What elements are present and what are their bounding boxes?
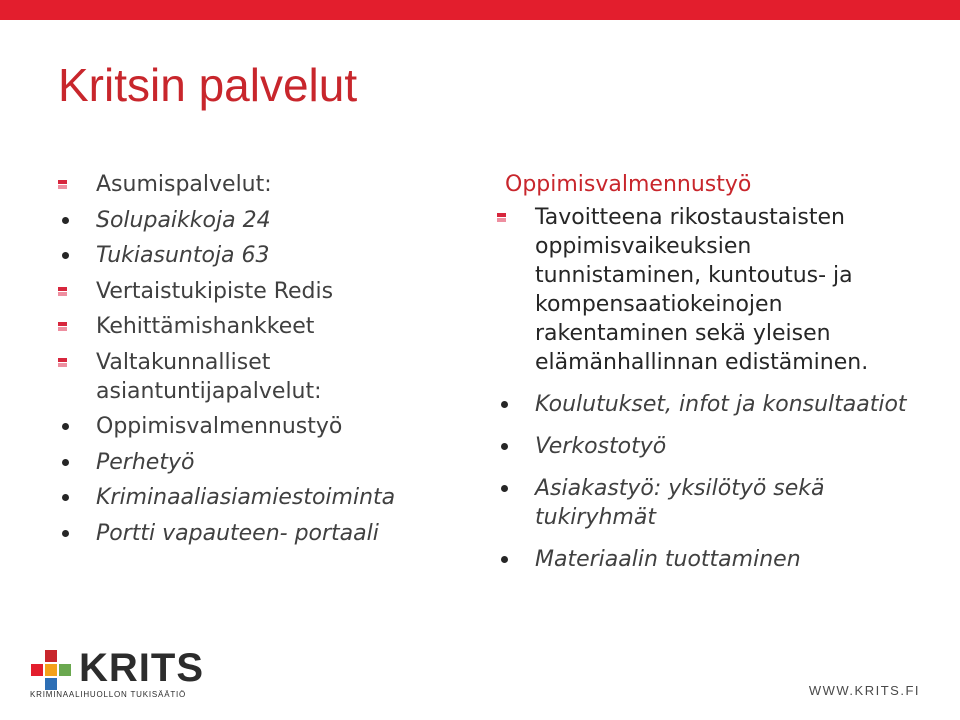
list-item: Tukiasuntoja 63 xyxy=(58,241,458,270)
list-item: Vertaistukipiste Redis xyxy=(58,277,458,306)
dot-bullet-icon xyxy=(58,519,72,548)
slide-title: Kritsin palvelut xyxy=(58,59,358,111)
list-item: Kriminaaliasiamiestoiminta xyxy=(58,483,458,512)
dot-bullet-icon xyxy=(497,432,511,461)
list-item: Tavoitteena rikostaustaisten oppimisvaikeuksien tunnistaminen, kuntoutus- ja kompensaatiokeinojen rakentaminen sekä yleisen elämänhallinnan edistäminen. xyxy=(497,203,917,377)
list-item: Verkostotyö xyxy=(497,432,917,461)
dot-bullet-icon xyxy=(58,448,72,477)
dot-bullet-icon xyxy=(497,545,511,574)
dot-bullet-icon xyxy=(58,241,72,270)
dot-bullet-icon xyxy=(58,206,72,235)
square-bullet-icon xyxy=(58,170,72,199)
dot-bullet-icon xyxy=(497,474,511,503)
list-item: Materiaalin tuottaminen xyxy=(497,545,917,574)
left-bullet-list xyxy=(58,170,458,554)
top-accent-bar xyxy=(0,0,960,20)
list-item: Asiakastyö: yksilötyö sekä tukiryhmät xyxy=(497,474,917,532)
square-bullet-icon xyxy=(497,203,511,232)
section-heading: Oppimisvalmennustyö xyxy=(505,172,752,197)
list-item: Kehittämishankkeet xyxy=(58,312,458,341)
list-item: Oppimisvalmennustyö xyxy=(58,412,458,441)
krits-logo xyxy=(30,646,204,699)
list-item: Asumispalvelut: xyxy=(58,170,458,199)
list-item: Solupaikkoja 24 xyxy=(58,206,458,235)
logo-wordmark: KRITS xyxy=(79,646,204,690)
logo-subtitle: KRIMINAALIHUOLLON TUKISÄÄTIÖ xyxy=(30,690,187,699)
square-bullet-icon xyxy=(58,348,72,377)
list-item: Perhetyö xyxy=(58,448,458,477)
list-item: Valtakunnalliset asiantuntijapalvelut: xyxy=(58,348,458,406)
logo-mark-icon xyxy=(30,650,74,690)
square-bullet-icon xyxy=(58,312,72,341)
list-item: Koulutukset, infot ja konsultaatiot xyxy=(497,390,917,419)
right-bullet-list xyxy=(497,170,917,587)
dot-bullet-icon xyxy=(58,483,72,512)
dot-bullet-icon xyxy=(58,412,72,441)
list-item: Portti vapauteen- portaali xyxy=(58,519,458,548)
website-url: WWW.KRITS.FI xyxy=(808,683,920,698)
square-bullet-icon xyxy=(58,277,72,306)
dot-bullet-icon xyxy=(497,390,511,419)
